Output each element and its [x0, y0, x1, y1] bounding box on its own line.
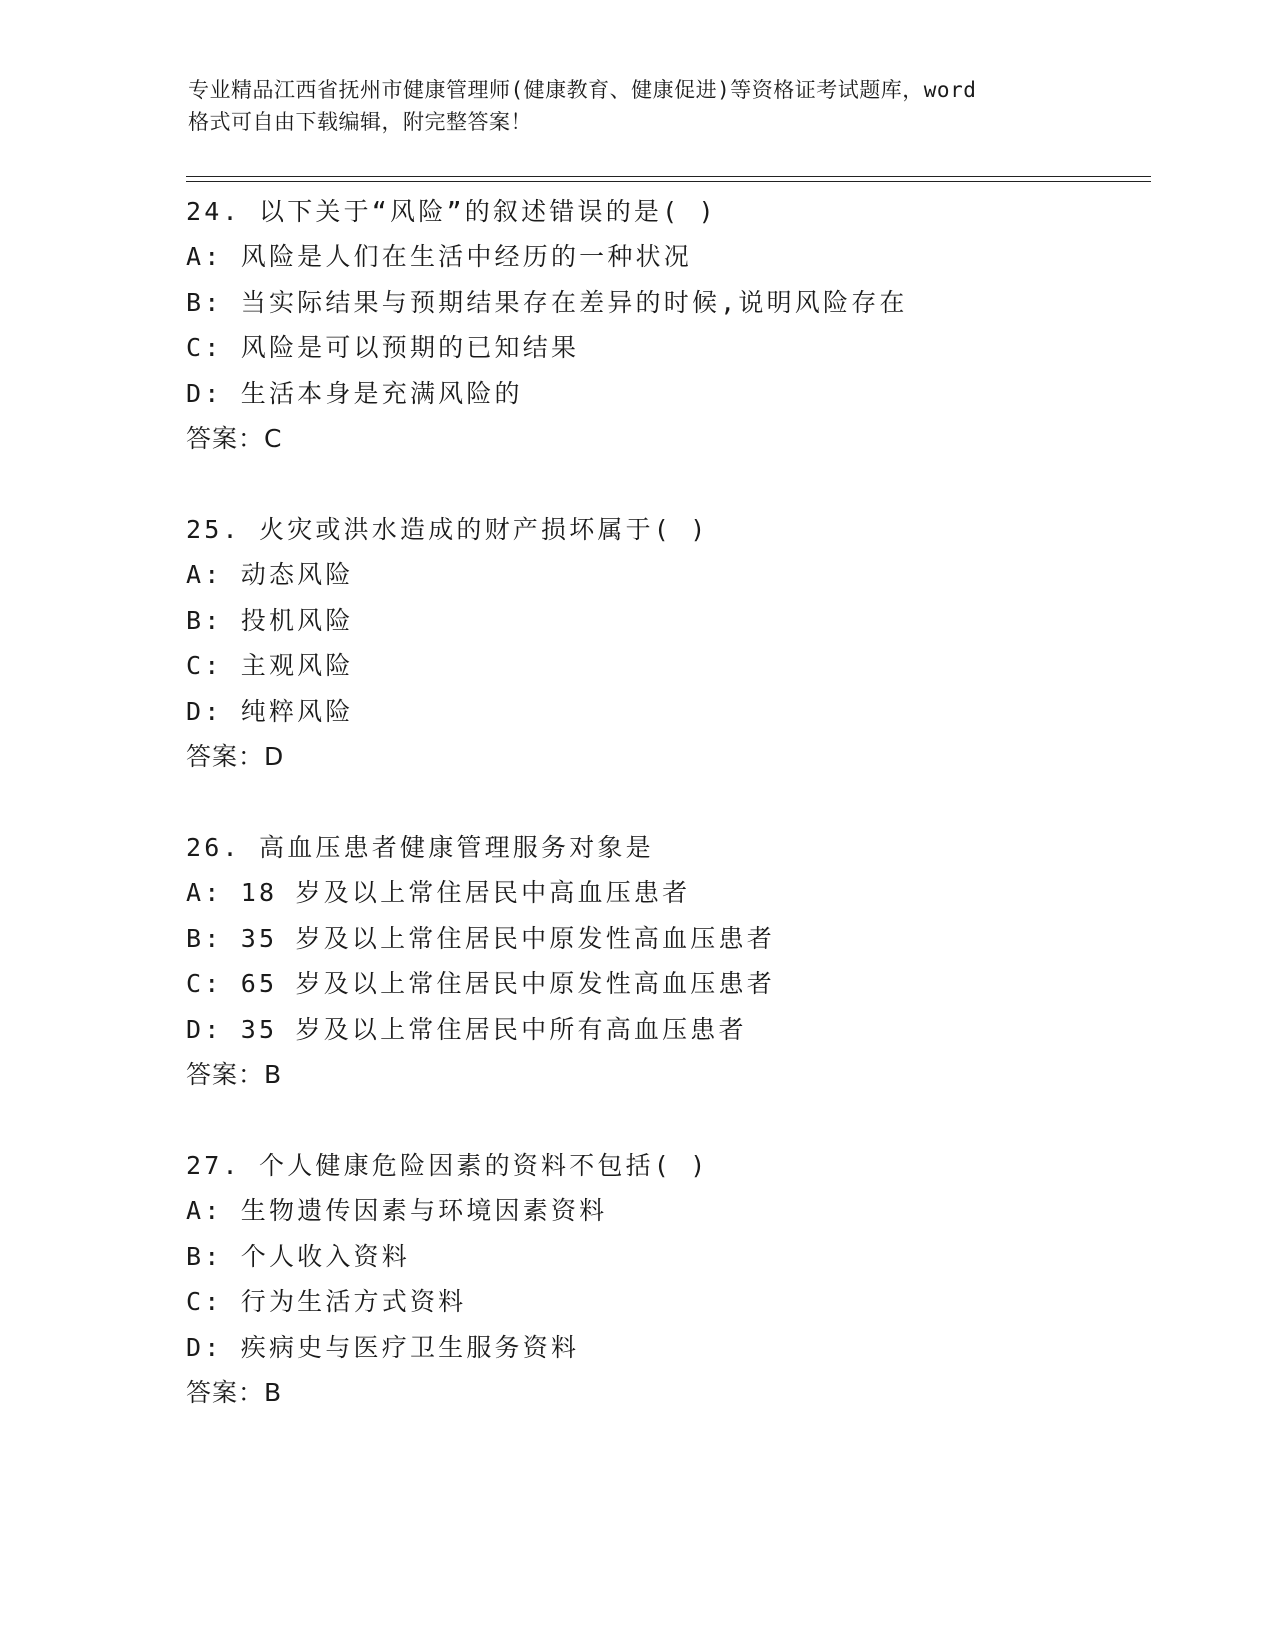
- option-b: B: 35 岁及以上常住居民中原发性高血压患者: [186, 924, 775, 953]
- option-c: C: 行为生活方式资料: [186, 1287, 467, 1316]
- option-d: D: 纯粹风险: [186, 697, 354, 726]
- header-line-2: 格式可自由下载编辑，附完整答案！: [188, 110, 532, 134]
- option-a: A: 18 岁及以上常住居民中高血压患者: [186, 878, 691, 907]
- option-c: C: 主观风险: [186, 651, 354, 680]
- answer-label: 答案：B: [186, 1060, 283, 1089]
- header-line-1: 专业精品江西省抚州市健康管理师(健康教育、健康促进)等资格证考试题库，word: [188, 78, 977, 102]
- option-c: C: 风险是可以预期的已知结果: [186, 333, 580, 362]
- document-header: [188, 74, 1088, 138]
- answer-label: 答案：B: [186, 1378, 283, 1407]
- option-b: B: 投机风险: [186, 606, 354, 635]
- question-25: [186, 508, 1146, 826]
- question-stem: 26. 高血压患者健康管理服务对象是: [186, 833, 654, 862]
- option-b: B: 个人收入资料: [186, 1242, 410, 1271]
- option-c: C: 65 岁及以上常住居民中原发性高血压患者: [186, 969, 775, 998]
- question-stem: 25. 火灾或洪水造成的财产损坏属于( ): [186, 515, 709, 544]
- option-a: A: 动态风险: [186, 560, 354, 589]
- question-list: [186, 190, 1146, 1462]
- question-26: [186, 826, 1146, 1144]
- question-27: [186, 1144, 1146, 1462]
- header-divider-bottom: [186, 181, 1151, 182]
- answer-label: 答案：D: [186, 742, 285, 771]
- answer-label: 答案：C: [186, 424, 283, 453]
- option-d: D: 生活本身是充满风险的: [186, 379, 523, 408]
- question-stem: 27. 个人健康危险因素的资料不包括( ): [186, 1151, 709, 1180]
- header-divider-top: [186, 176, 1151, 177]
- option-b: B: 当实际结果与预期结果存在差异的时候,说明风险存在: [186, 288, 908, 317]
- option-a: A: 风险是人们在生活中经历的一种状况: [186, 242, 692, 271]
- question-stem: 24. 以下关于“风险”的叙述错误的是( ): [186, 197, 717, 226]
- question-24: [186, 190, 1146, 508]
- option-d: D: 35 岁及以上常住居民中所有高血压患者: [186, 1015, 747, 1044]
- option-a: A: 生物遗传因素与环境因素资料: [186, 1196, 608, 1225]
- option-d: D: 疾病史与医疗卫生服务资料: [186, 1333, 580, 1362]
